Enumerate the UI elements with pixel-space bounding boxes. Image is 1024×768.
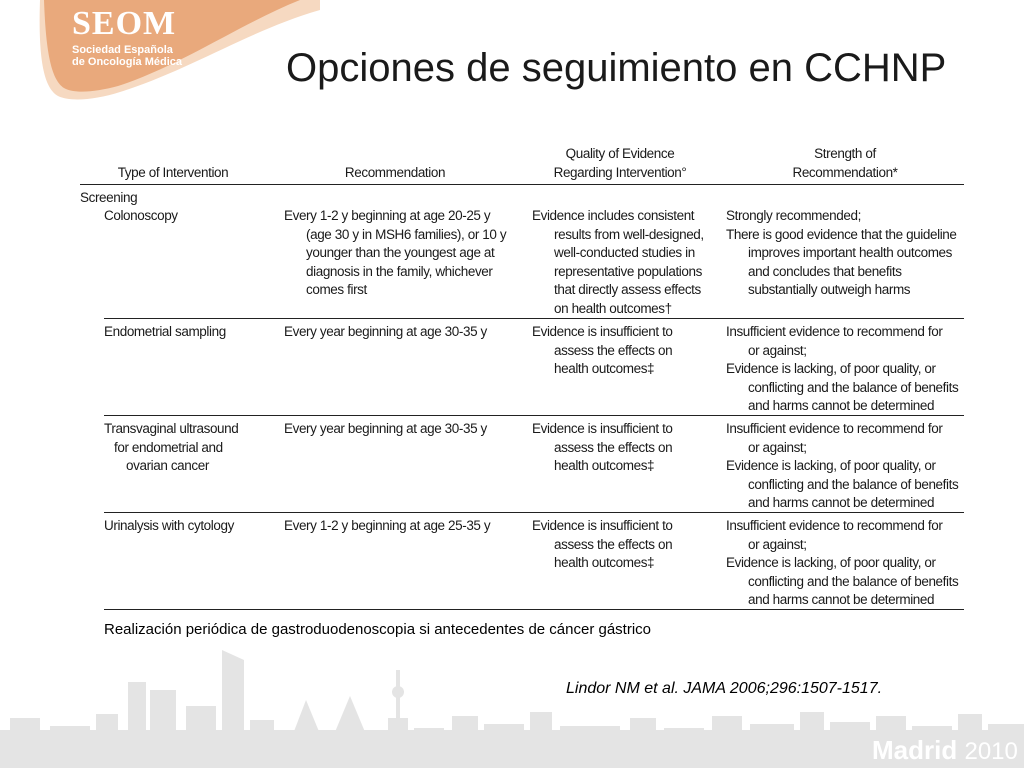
strength-line: Strongly recommended; [726,208,861,223]
row-type [104,517,274,536]
row-type-line: ovarian cancer [126,458,209,474]
logo-subtitle-2: de Oncología Médica [72,56,183,68]
strength-line: Insufficient evidence to recommend for [726,421,943,436]
quality-line: results from well-designed, [554,226,704,242]
row-recommendation [284,207,529,300]
strength-line: Insufficient evidence to recommend for [726,324,943,339]
rec-line: comes first [306,282,367,298]
seom-logo-banner [0,0,320,110]
strength-line: or against; [748,439,807,455]
slide-title: Opciones de seguimiento en CCHNP [286,46,947,90]
quality-line: Evidence is insufficient to [532,324,673,339]
footnote: Realización periódica de gastroduodenoscopia si antecedentes de cáncer gástrico [104,621,652,638]
rec-line: younger than the youngest age at [306,245,495,261]
logo-subtitle-1: Sociedad Española [72,44,173,56]
quality-line: assess the effects on [554,536,673,552]
logo-text [72,4,182,68]
strength-line: Evidence is lacking, of poor quality, or [726,458,936,474]
header-strength-line2: Recommendation* [792,165,898,180]
quality-line: well-conducted studies in [554,245,695,261]
strength-line: conflicting and the balance of benefits [748,379,959,395]
footer-year: 2010 [964,738,1018,765]
logo-name: SEOM [72,5,177,42]
table-row [104,416,964,513]
row-strength [726,323,966,416]
row-type-line: Endometrial sampling [104,324,226,339]
row-quality [532,517,732,573]
row-recommendation [284,323,529,342]
row-type-line: Colonoscopy [104,208,178,223]
row-type-line: Transvaginal ultrasound [104,421,239,436]
row-strength [726,420,966,513]
quality-line: health outcomes‡ [554,555,655,571]
row-recommendation [284,420,529,439]
strength-line: Evidence is lacking, of poor quality, or [726,361,936,377]
quality-line: assess the effects on [554,439,673,455]
quality-line: Evidence is insufficient to [532,421,673,436]
strength-line: improves important health outcomes [748,245,953,261]
header-strength-line1: Strength of [814,146,876,161]
rec-line: Every 1-2 y beginning at age 25-35 y [284,518,491,533]
strength-line: and harms cannot be determined [748,495,935,511]
madrid-skyline-graphic [0,630,1024,768]
strength-line: conflicting and the balance of benefits [748,476,959,492]
table-row [104,513,964,610]
guidelines-table [80,142,964,610]
strength-line: and harms cannot be determined [748,592,935,608]
row-quality [532,323,732,379]
header-quality-line2: Regarding Intervention° [553,165,687,180]
header-quality [520,144,720,182]
row-type [104,323,274,342]
rec-line: Every year beginning at age 30-35 y [284,421,487,436]
rec-line: (age 30 y in MSH6 families), or 10 y [306,226,507,242]
row-type [104,420,274,476]
strength-line: There is good evidence that the guideline [726,226,957,242]
table-row [104,319,964,416]
strength-line: and harms cannot be determined [748,398,935,414]
quality-line: Evidence is insufficient to [532,518,673,533]
footer-logo [872,735,1018,766]
table-header [80,142,964,185]
quality-line: that directly assess effects [554,282,701,298]
strength-line: and concludes that benefits [748,263,902,279]
quality-line: assess the effects on [554,342,673,358]
header-quality-line1: Quality of Evidence [565,146,675,161]
strength-line: or against; [748,342,807,358]
row-quality [532,207,732,319]
row-type [104,207,274,226]
header-strength [740,144,950,182]
footer-city: Madrid [872,735,958,765]
quality-line: health outcomes‡ [554,361,655,377]
header-recommendation: Recommendation [344,165,446,180]
quality-line: Evidence includes consistent [532,208,695,223]
strength-line: Insufficient evidence to recommend for [726,518,943,533]
row-type-line: Urinalysis with cytology [104,518,234,533]
rec-line: diagnosis in the family, whichever [306,263,493,279]
citation: Lindor NM et al. JAMA 2006;296:1507-1517. [566,680,883,697]
row-recommendation [284,517,529,536]
strength-line: conflicting and the balance of benefits [748,573,959,589]
quality-line: on health outcomes† [554,300,672,316]
row-strength [726,517,966,610]
row-strength [726,207,966,300]
strength-line: substantially outweigh harms [748,282,911,298]
row-type-line: for endometrial and [114,439,223,455]
quality-line: representative populations [554,263,702,279]
strength-line: or against; [748,536,807,552]
quality-line: health outcomes‡ [554,458,655,474]
rec-line: Every 1-2 y beginning at age 20-25 y [284,208,491,223]
header-type: Type of Intervention [117,165,229,180]
table-row [80,185,964,319]
section-label: Screening [80,190,138,205]
strength-line: Evidence is lacking, of poor quality, or [726,555,936,571]
rec-line: Every year beginning at age 30-35 y [284,324,487,339]
row-quality [532,420,732,476]
